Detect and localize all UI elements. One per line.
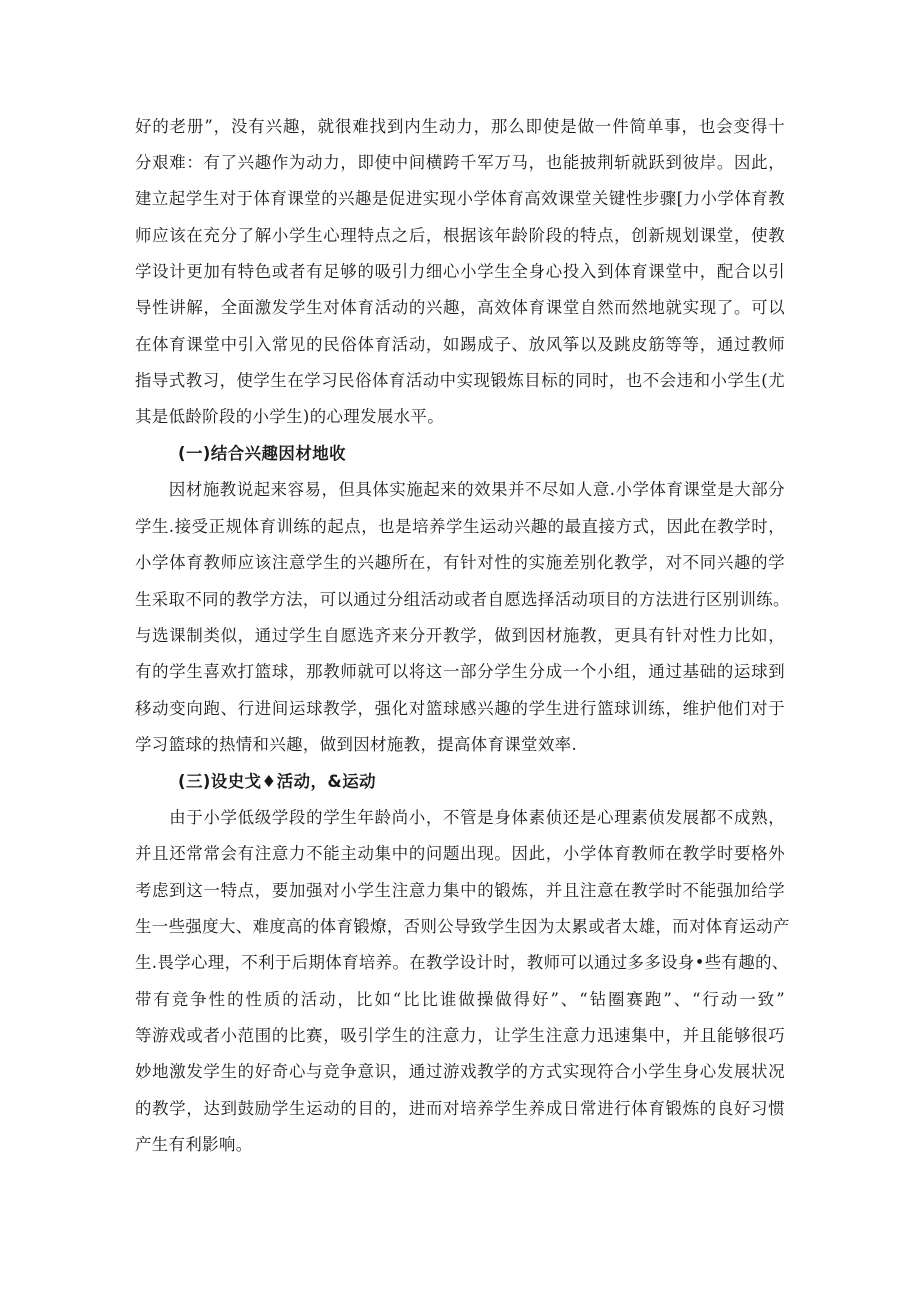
text-line: 小学体育教师应该注意学生的兴趣所在，有针对性的实施差别化教学，对不同兴趣的学: [135, 553, 785, 572]
text-line: 移动变向跑、行进间运球教学，强化对篮球感兴趣的学生进行篮球训练，维护他们对于: [135, 699, 785, 718]
text-line: 在体育课堂中引入常见的民俗体育活动，如踢成子、放风筝以及跳皮筋等等，通过教师: [135, 335, 785, 354]
text-line: 产生有利影响。: [135, 1135, 253, 1154]
text-line: 分艰难：有了兴趣作为动力，即使中间横跨千军万马，也能披荆斩就跃到彼岸。因此，: [135, 153, 785, 172]
text-line: 指导式教习，使学生在学习民俗体育活动中实现锻炼目标的同时，也不会违和小学生(尤: [135, 371, 785, 390]
text-line: 并且还常常会有注意力不能主动集中的问题出现。因此，小学体育教师在教学时要格外: [135, 844, 785, 863]
text-line: 与选课制类似，通过学生自愿选齐来分开教学，做到因材施教，更具有针对性力比如，: [135, 626, 785, 645]
text-line: 因材施教说起来容易，但具体实施起来的效果并不尽如人意.小学体育课堂是大部分: [135, 480, 785, 499]
text-line: 好的老册”，没有兴趣，就很难找到内生动力，那么即使是做一件简单事，也会变得十: [135, 117, 785, 136]
text-line: 妙地激发学生的好奇心与竞争意识，通过游戏教学的方式实现符合小学生身心发展状况: [135, 1062, 785, 1081]
text-line: 建立起学生对于体育课堂的兴趣是促进实现小学体育高效课堂关键性步骤[力小学体育教: [135, 189, 785, 208]
text-line: 生一些强度大、难度高的体育锻燎，否则公导致学生因为太累或者太雄，而对体育运动产: [135, 917, 790, 936]
text-line: 由于小学低级学段的学生年龄尚小，不管是身体素侦还是心理素侦发展都不成熟，: [135, 808, 785, 827]
text-line: 的教学，达到鼓励学生运动的目的，进而对培养学生养成日常进行体育锻炼的良好习惯: [135, 1099, 785, 1118]
text-line: 等游戏或者小范围的比赛，吸引学生的注意力，让学生注意力迅速集中，并且能够很巧: [135, 1026, 785, 1045]
section-heading: (一)结合兴趣因材地收: [178, 444, 346, 463]
text-line: 带有竞争性的性质的活动，比如“比比谁做操做得好”、“钻圈赛跑”、“行动一致”: [135, 990, 785, 1009]
text-line: 导性讲解，全面激发学生对体育活动的兴趣，高效体育课堂自然而然地就实现了。可以: [135, 298, 785, 317]
text-line: 考虑到这一特点，要加强对小学生注意力集中的锻炼，并且注意在教学时不能强加给学: [135, 881, 785, 900]
text-line: 学设计更加有特色或者有足够的吸引力细心小学生全身心投入到体育课堂中，配合以引: [135, 262, 785, 281]
section-heading: (三)设史戈♦活动，&运动: [178, 772, 376, 791]
text-line: 学生.接受正规体育训练的起点，也是培养学生运动兴趣的最直接方式，因此在教学时，: [135, 517, 785, 536]
text-line: 学习篮球的热情和兴趣，做到因材施教，提高体育课堂效率.: [135, 735, 578, 754]
text-line: 生.畏学心理，不利于后期体育培养。在教学设计时，教师可以通过多多设身•些有趣的、: [135, 953, 789, 972]
text-line: 生采取不同的教学方法，可以通过分组活动或者自愿选择活动项目的方法进行区别训练。: [135, 590, 790, 609]
text-line: 师应该在充分了解小学生心理特点之后，根据该年龄阶段的特点，创新规划课堂，使教: [135, 226, 785, 245]
text-line: 其是低龄阶段的小学生)的心理发展水平。: [135, 407, 445, 426]
text-line: 有的学生喜欢打篮球，那教师就可以将这一部分学生分成一个小组，通过基础的运球到: [135, 662, 785, 681]
